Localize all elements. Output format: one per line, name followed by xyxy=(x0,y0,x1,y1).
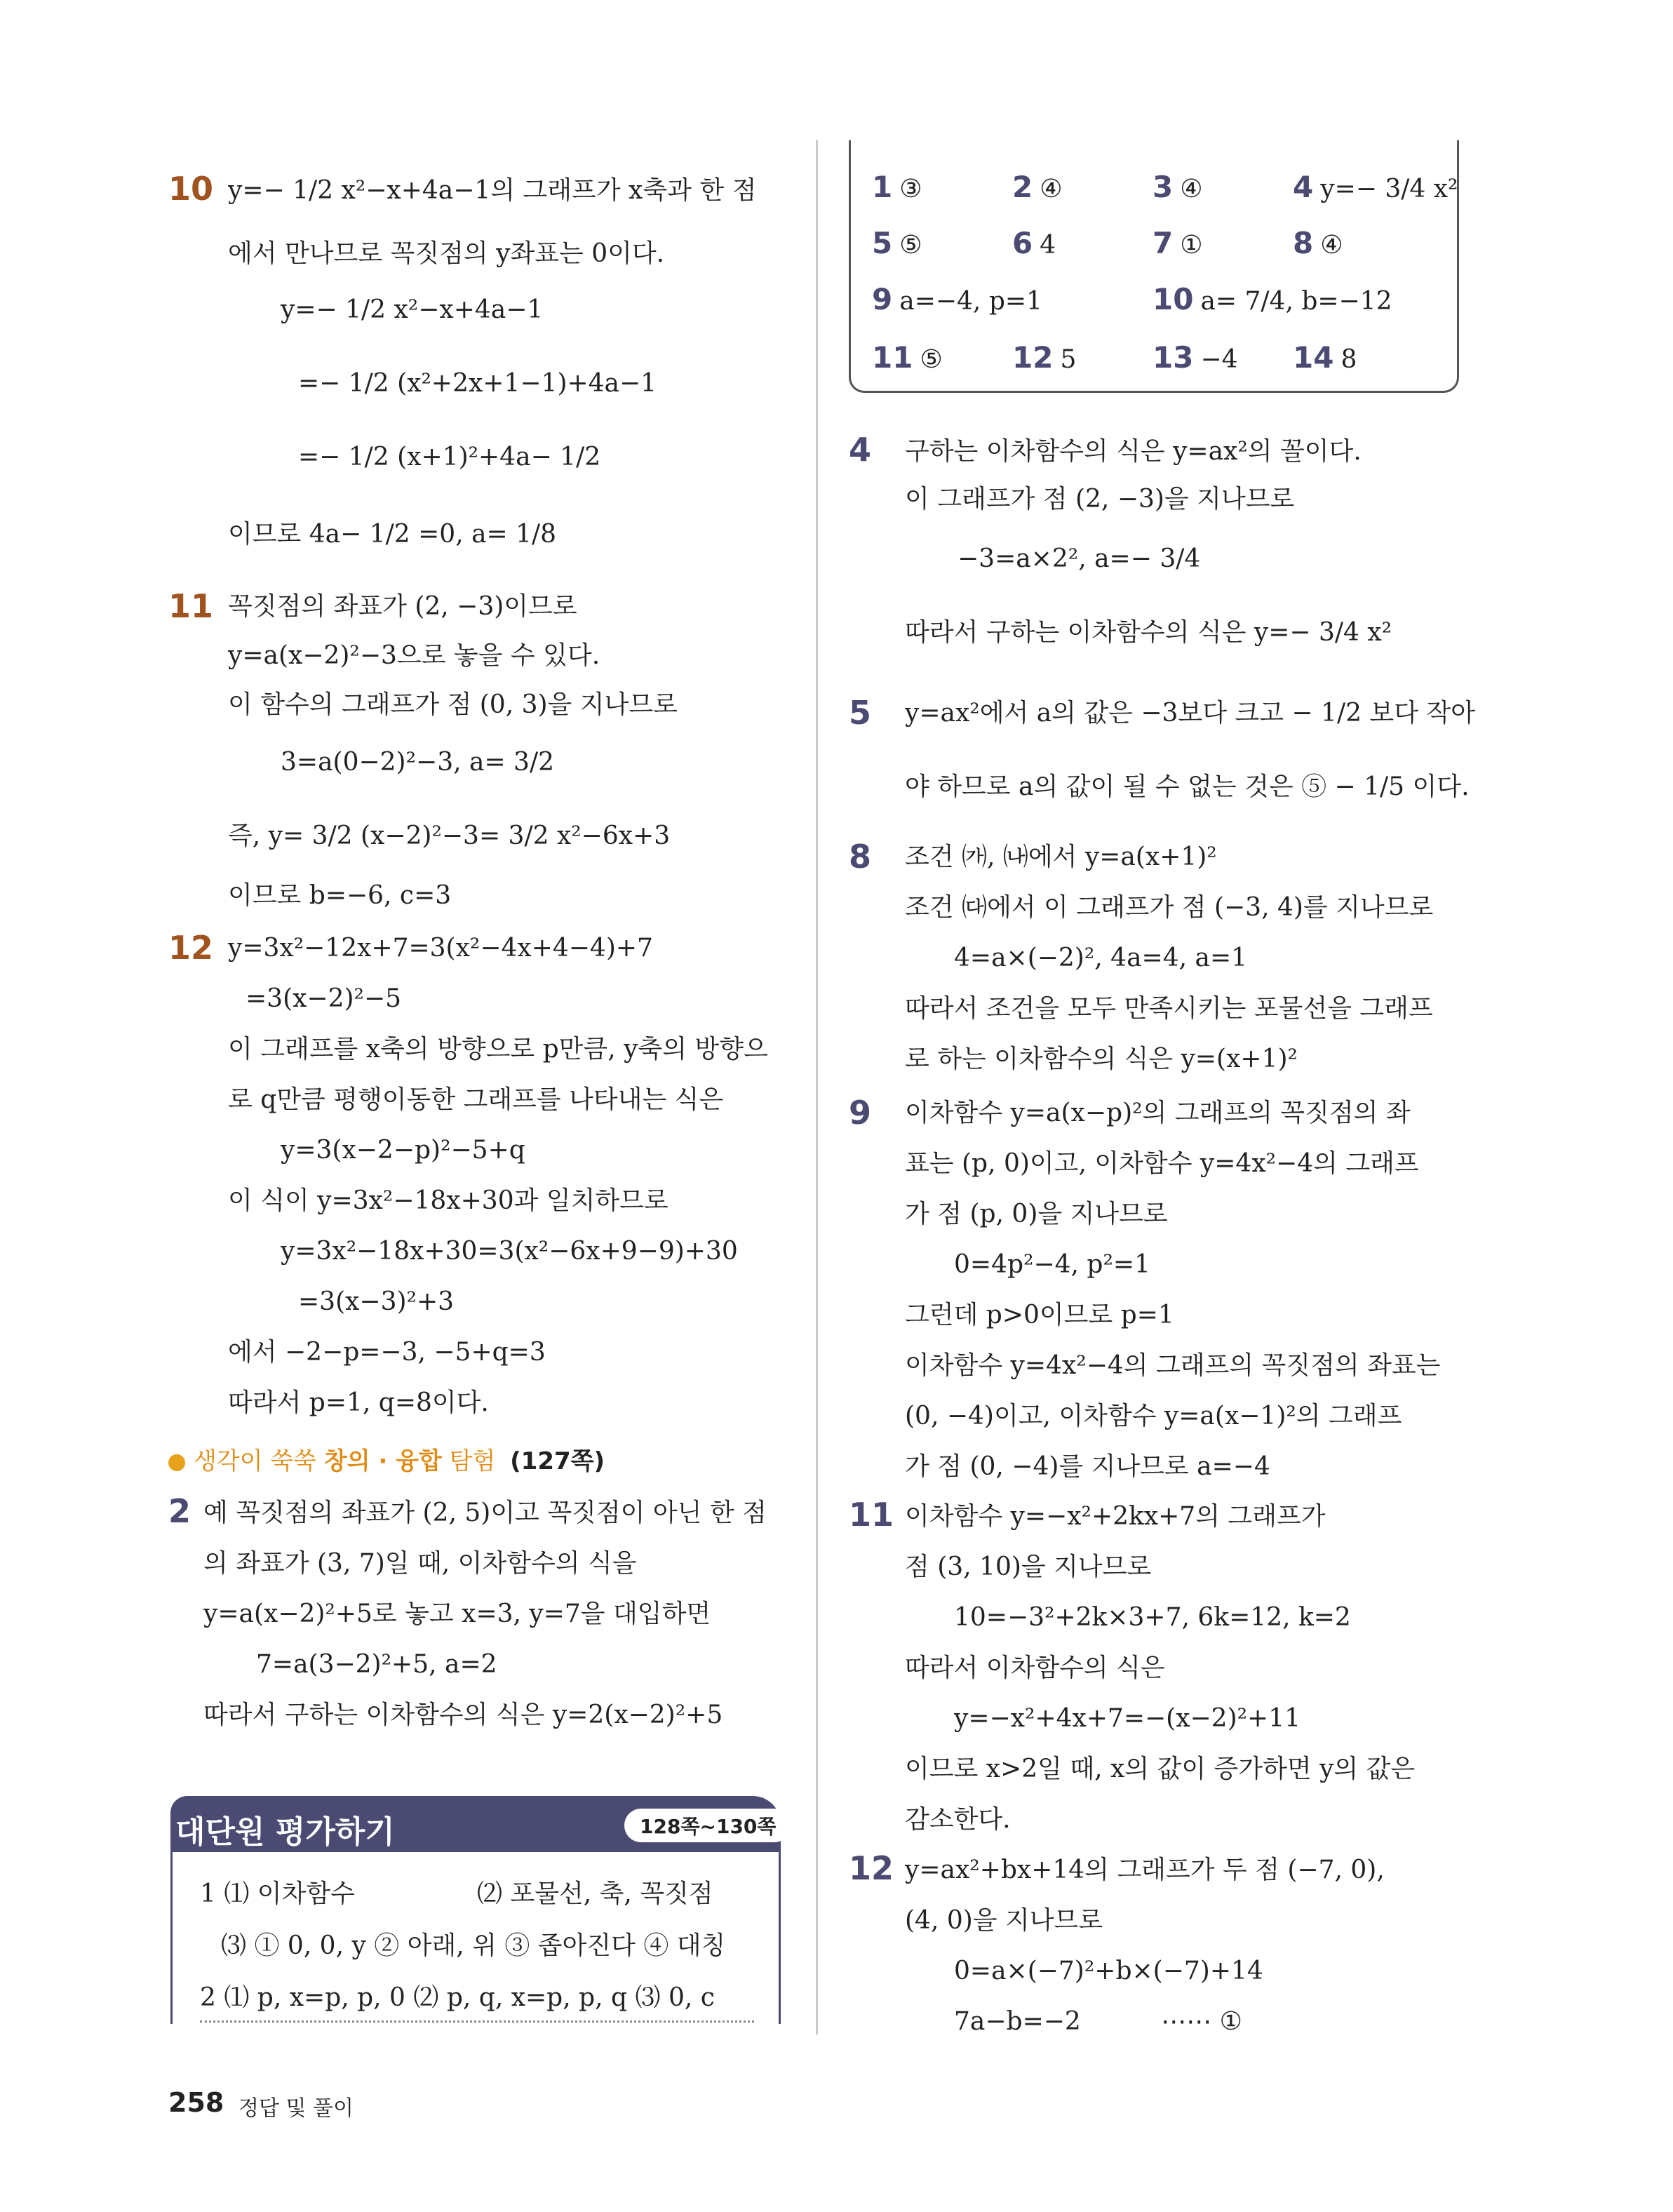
problem-12-line: =3(x−3)²+3 xyxy=(298,1287,455,1316)
problem-11-line: 3=a(0−2)²−3, a= 3/2 xyxy=(281,748,554,777)
problem-11-number: 11 xyxy=(168,587,214,625)
answer-item: 2 ④ xyxy=(1012,170,1063,204)
problem-10-line: =− 1/2 (x+1)²+4a− 1/2 xyxy=(298,443,601,471)
evaluation-title: 대단원 평가하기 xyxy=(175,1814,395,1850)
problem-12-line: y=3(x−2−p)²−5+q xyxy=(281,1136,525,1165)
problem-12-line: 로 q만큼 평행이동한 그래프를 나타내는 식은 xyxy=(228,1085,724,1114)
solution-9-line: 0=4p²−4, p²=1 xyxy=(954,1250,1150,1279)
solution-9-line: 이차함수 y=4x²−4의 그래프의 꼭짓점의 좌표는 xyxy=(905,1351,1441,1380)
solution-11-line: 점 (3, 10)을 지나므로 xyxy=(905,1553,1152,1581)
problem-12-line: 이 그래프를 x축의 방향으로 p만큼, y축의 방향으 xyxy=(228,1035,768,1064)
solution-5-line: 야 하므로 a의 값이 될 수 없는 것은 ⑤ − 1/5 이다. xyxy=(905,772,1470,801)
answer-item: 6 4 xyxy=(1012,226,1056,260)
evaluation-answer-line: ⑶ ① 0, 0, y ② 아래, 위 ③ 좁아진다 ④ 대칭 xyxy=(221,1931,726,1960)
creative-2-line: 따라서 구하는 이차함수의 식은 y=2(x−2)²+5 xyxy=(203,1701,723,1729)
solution-4-line: 따라서 구하는 이차함수의 식은 y=− 3/4 x² xyxy=(905,618,1392,647)
solution-4-line: −3=a×2², a=− 3/4 xyxy=(958,544,1201,573)
solution-4-line: 구하는 이차함수의 식은 y=ax²의 꼴이다. xyxy=(905,437,1362,466)
answer-item: 7 ① xyxy=(1153,226,1203,260)
problem-10-line: =− 1/2 (x²+2x+1−1)+4a−1 xyxy=(298,369,657,398)
solution-4-line: 이 그래프가 점 (2, −3)을 지나므로 xyxy=(905,485,1295,514)
problem-12-line: 에서 −2−p=−3, −5+q=3 xyxy=(228,1338,546,1367)
problem-10-number: 10 xyxy=(168,170,214,208)
answer-item: 3 ④ xyxy=(1153,170,1203,204)
evaluation-answer-line: 2 ⑴ p, x=p, p, 0 ⑵ p, q, x=p, p, q ⑶ 0, c xyxy=(200,1983,715,2012)
evaluation-page-range: 128쪽~130쪽 xyxy=(624,1809,791,1842)
problem-11-line: 꼭짓점의 좌표가 (2, −3)이므로 xyxy=(228,592,577,621)
solution-8-line: 로 하는 이차함수의 식은 y=(x+1)² xyxy=(905,1045,1298,1073)
answer-item: 8 ④ xyxy=(1293,226,1343,260)
problem-10-line: y=− 1/2 x²−x+4a−1의 그래프가 x축과 한 점 xyxy=(228,176,757,205)
bullet-icon xyxy=(168,1454,185,1471)
creative-2-line: y=a(x−2)²+5로 놓고 x=3, y=7을 대입하면 xyxy=(203,1600,711,1628)
column-divider xyxy=(816,140,818,2035)
solution-9-number: 9 xyxy=(849,1094,872,1132)
answer-item: 12 5 xyxy=(1012,340,1077,375)
evaluation-answer-line: ⑵ 포물선, 축, 꼭짓점 xyxy=(477,1879,713,1908)
solution-9-line: 이차함수 y=a(x−p)²의 그래프의 꼭짓점의 좌 xyxy=(905,1099,1411,1127)
problem-12-number: 12 xyxy=(168,929,214,967)
solution-8-line: 조건 ㈎, ㈏에서 y=a(x+1)² xyxy=(905,843,1217,871)
solution-4-number: 4 xyxy=(849,431,872,469)
creative-2-line: 예 꼭짓점의 좌표가 (2, 5)이고 꼭짓점이 아닌 한 점 xyxy=(203,1499,767,1527)
page-number: 258 xyxy=(168,2087,224,2118)
solution-8-line: 조건 ㈐에서 이 그래프가 점 (−3, 4)를 지나므로 xyxy=(905,893,1434,922)
answer-item: 11 ⑤ xyxy=(872,340,943,375)
solution-12-line: y=ax²+bx+14의 그래프가 두 점 (−7, 0), xyxy=(905,1856,1385,1884)
solution-9-line: (0, −4)이고, 이차함수 y=a(x−1)²의 그래프 xyxy=(905,1402,1402,1430)
problem-12-line: y=3x²−12x+7=3(x²−4x+4−4)+7 xyxy=(228,934,653,963)
evaluation-answer-line: 1 ⑴ 이차함수 xyxy=(200,1879,355,1908)
problem-10-line: y=− 1/2 x²−x+4a−1 xyxy=(281,295,544,324)
answer-item: 5 ⑤ xyxy=(872,226,922,260)
answer-item: 14 8 xyxy=(1293,340,1357,375)
problem-11-line: y=a(x−2)²−3으로 놓을 수 있다. xyxy=(228,641,600,670)
answer-item: 13 −4 xyxy=(1153,340,1238,375)
problem-12-line: =3(x−2)²−5 xyxy=(246,984,402,1013)
solution-8-number: 8 xyxy=(849,838,872,876)
solution-11-line: 이차함수 y=−x²+2kx+7의 그래프가 xyxy=(905,1502,1326,1531)
solution-5-line: y=ax²에서 a의 값은 −3보다 크고 − 1/2 보다 작아 xyxy=(905,699,1475,728)
solution-9-line: 가 점 (p, 0)을 지나므로 xyxy=(905,1200,1168,1228)
creative-2-line: 7=a(3−2)²+5, a=2 xyxy=(256,1650,497,1679)
solution-12-number: 12 xyxy=(849,1849,894,1887)
problem-12-line: 이 식이 y=3x²−18x+30과 일치하므로 xyxy=(228,1186,668,1215)
problem-10-line: 에서 만나므로 꼭짓점의 y좌표는 0이다. xyxy=(228,239,665,268)
solution-12-line: 0=a×(−7)²+b×(−7)+14 xyxy=(954,1957,1263,1985)
solution-11-line: y=−x²+4x+7=−(x−2)²+11 xyxy=(954,1704,1301,1733)
answer-item: 1 ③ xyxy=(872,170,922,204)
problem-11-line: 이므로 b=−6, c=3 xyxy=(228,881,452,910)
answer-item: 10 a= 7/4, b=−12 xyxy=(1153,282,1392,316)
problem-12-line: 따라서 p=1, q=8이다. xyxy=(228,1388,489,1417)
answer-item: 4 y=− 3/4 x² xyxy=(1293,170,1458,204)
problem-12-line: y=3x²−18x+30=3(x²−6x+9−9)+30 xyxy=(281,1237,738,1266)
footer-label: 정답 및 풀이 xyxy=(238,2096,354,2121)
creative-2-line: 의 좌표가 (3, 7)일 때, 이차함수의 식을 xyxy=(203,1549,637,1578)
solution-11-line: 이므로 x>2일 때, x의 값이 증가하면 y의 값은 xyxy=(905,1755,1416,1783)
creative-section-heading: 생각이 쑥쑥 창의 · 융합 탐험 (127쪽) xyxy=(168,1442,605,1476)
answer-item: 9 a=−4, p=1 xyxy=(872,282,1042,316)
problem-10-line: 이므로 4a− 1/2 =0, a= 1/8 xyxy=(228,520,557,549)
solution-11-line: 10=−3²+2k×3+7, 6k=12, k=2 xyxy=(954,1603,1351,1632)
solution-11-number: 11 xyxy=(849,1496,894,1534)
problem-11-line: 즉, y= 3/2 (x−2)²−3= 3/2 x²−6x+3 xyxy=(228,822,671,850)
problem-11-line: 이 함수의 그래프가 점 (0, 3)을 지나므로 xyxy=(228,690,678,719)
solution-12-line: (4, 0)을 지나므로 xyxy=(905,1906,1103,1935)
solution-9-line: 표는 (p, 0)이고, 이차함수 y=4x²−4의 그래프 xyxy=(905,1149,1419,1178)
solution-12-line: 7a−b=−2 ⋯⋯ ① xyxy=(954,2007,1242,2036)
solution-9-line: 그런데 p>0이므로 p=1 xyxy=(905,1301,1174,1329)
creative-2-number: 2 xyxy=(168,1492,192,1530)
solution-5-number: 5 xyxy=(849,694,872,732)
solution-11-line: 감소한다. xyxy=(905,1805,1011,1834)
solution-9-line: 가 점 (0, −4)를 지나므로 a=−4 xyxy=(905,1452,1270,1481)
dotted-separator xyxy=(200,2020,754,2023)
solution-8-line: 따라서 조건을 모두 만족시키는 포물선을 그래프 xyxy=(905,994,1433,1023)
solution-8-line: 4=a×(−2)², 4a=4, a=1 xyxy=(954,944,1248,972)
solution-11-line: 따라서 이차함수의 식은 xyxy=(905,1654,1165,1682)
